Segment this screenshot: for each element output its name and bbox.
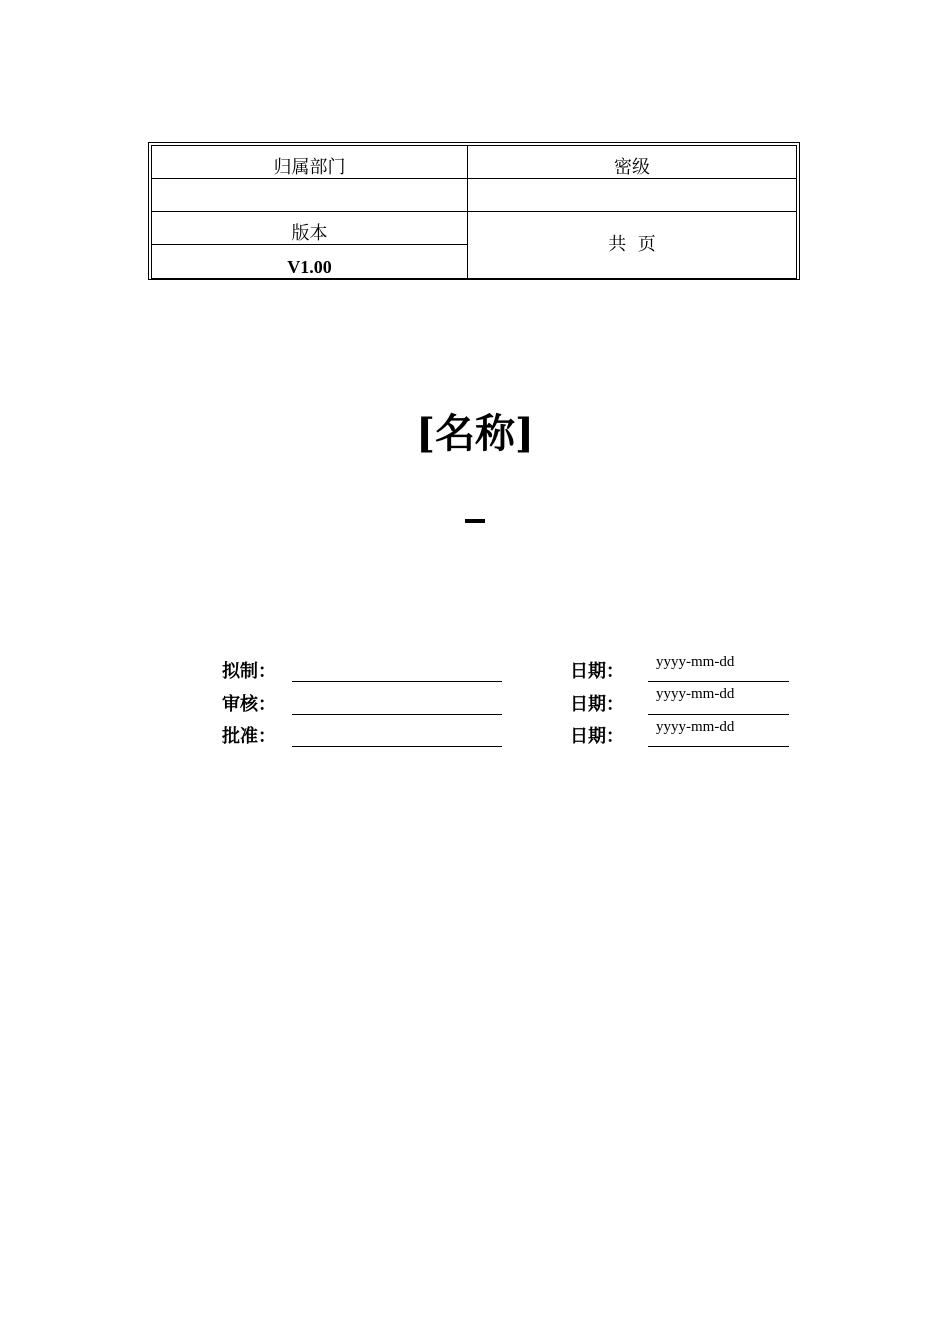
drafter-signature-line[interactable] bbox=[292, 681, 502, 682]
reviewer-signature-line[interactable] bbox=[292, 714, 502, 715]
version-label-cell bbox=[152, 212, 468, 245]
version-value: V1.00 bbox=[287, 257, 332, 277]
version-value-cell bbox=[152, 245, 468, 279]
document-title: [名称] bbox=[416, 410, 534, 457]
reviewer-label: 审核： bbox=[222, 694, 276, 715]
page-count-cell bbox=[468, 212, 797, 279]
header-info-table-frame bbox=[148, 142, 800, 280]
approver-date-value[interactable]: yyyy-mm-dd bbox=[656, 719, 735, 735]
header-info-table bbox=[151, 145, 797, 279]
drafter-label: 拟制： bbox=[222, 661, 276, 682]
version-label: 版本 bbox=[291, 223, 328, 244]
document-subtitle-dash bbox=[465, 519, 485, 523]
approver-signature-line[interactable] bbox=[292, 746, 502, 747]
security-label: 密级 bbox=[614, 157, 650, 178]
reviewer-date-line bbox=[648, 714, 789, 715]
approver-date-label: 日期： bbox=[570, 726, 624, 747]
department-label: 归属部门 bbox=[273, 157, 346, 178]
page-count-label: 共 页 bbox=[608, 234, 656, 255]
approver-date-line bbox=[648, 746, 789, 747]
department-value-cell[interactable] bbox=[152, 179, 468, 212]
reviewer-date-label: 日期： bbox=[570, 694, 624, 715]
drafter-date-label: 日期： bbox=[570, 661, 624, 682]
security-label-cell bbox=[468, 146, 797, 179]
drafter-date-line bbox=[648, 681, 789, 682]
department-label-cell bbox=[152, 146, 468, 179]
reviewer-date-value[interactable]: yyyy-mm-dd bbox=[656, 686, 735, 702]
security-value-cell[interactable] bbox=[468, 179, 797, 212]
drafter-date-value[interactable]: yyyy-mm-dd bbox=[656, 654, 735, 670]
approver-label: 批准： bbox=[222, 726, 276, 747]
